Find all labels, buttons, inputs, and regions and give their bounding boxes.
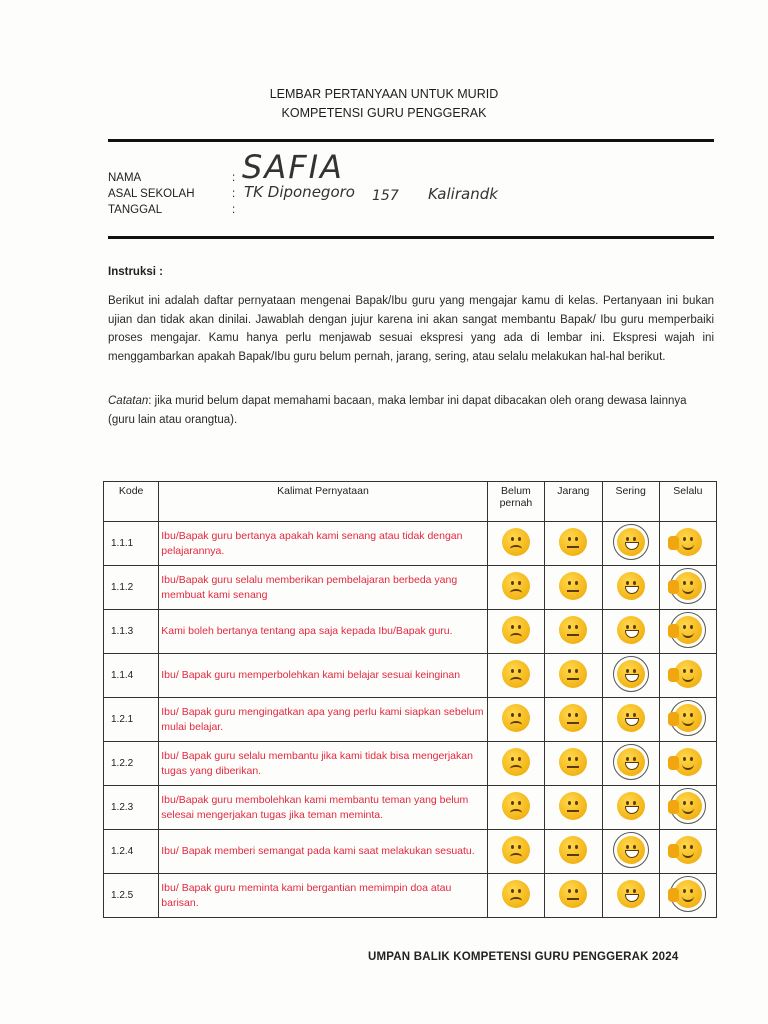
sad-face-icon[interactable]: [502, 836, 530, 864]
smiling-face-icon[interactable]: [617, 572, 645, 600]
answer-cell-belum[interactable]: [487, 786, 544, 830]
header-selalu: Selalu: [659, 482, 716, 522]
title-line-1: LEMBAR PERTANYAAN UNTUK MURID: [269, 87, 499, 101]
selection-circle: [670, 700, 706, 736]
table-row: [104, 786, 717, 830]
row-code: 1.2.5: [104, 874, 159, 918]
answer-cell-jarang[interactable]: [545, 610, 602, 654]
neutral-face-icon[interactable]: [559, 660, 587, 688]
selection-circle: [613, 524, 649, 560]
row-statement: Ibu/ Bapak memberi semangat pada kami saat melakukan sesuatu.: [159, 830, 487, 874]
smiling-face-icon[interactable]: [617, 748, 645, 776]
top-divider: [108, 139, 714, 142]
row-code: 1.2.4: [104, 830, 159, 874]
note-text: : jika murid belum dapat memahami bacaan, maka lembar ini dapat dibacakan oleh orang dewasa lainnya (guru lain atau orangtua).: [108, 395, 687, 426]
answer-cell-jarang[interactable]: [545, 522, 602, 566]
answer-cell-jarang[interactable]: [545, 566, 602, 610]
table-row: [104, 566, 717, 610]
thumbs-up-face-icon[interactable]: [674, 572, 702, 600]
answer-cell-sering[interactable]: [602, 654, 659, 698]
handwritten-school-number: 157: [372, 188, 399, 204]
selection-circle: [613, 744, 649, 780]
answer-cell-jarang[interactable]: [545, 742, 602, 786]
answer-cell-belum[interactable]: [487, 522, 544, 566]
answer-cell-jarang[interactable]: [545, 874, 602, 918]
smiling-face-icon[interactable]: [617, 836, 645, 864]
answer-cell-selalu[interactable]: [659, 566, 716, 610]
neutral-face-icon[interactable]: [559, 792, 587, 820]
smiling-face-icon[interactable]: [617, 792, 645, 820]
handwritten-school: TK Diponegoro: [244, 183, 355, 201]
answer-cell-belum[interactable]: [487, 610, 544, 654]
answer-cell-sering[interactable]: [602, 522, 659, 566]
title-line-2: KOMPETENSI GURU PENGGERAK: [281, 106, 487, 120]
answer-cell-selalu[interactable]: [659, 654, 716, 698]
thumbs-up-face-icon[interactable]: [674, 528, 702, 556]
name-label: NAMA: [108, 172, 142, 184]
neutral-face-icon[interactable]: [559, 616, 587, 644]
answer-cell-selalu[interactable]: [659, 698, 716, 742]
table-row: [104, 654, 717, 698]
bottom-divider: [108, 236, 714, 239]
selection-circle: [670, 876, 706, 912]
thumbs-up-face-icon[interactable]: [674, 836, 702, 864]
answer-cell-sering[interactable]: [602, 830, 659, 874]
thumbs-up-face-icon[interactable]: [674, 880, 702, 908]
questionnaire-table: [103, 481, 717, 918]
instructions-heading: Instruksi :: [108, 266, 163, 278]
neutral-face-icon[interactable]: [559, 528, 587, 556]
row-code: 1.1.3: [104, 610, 159, 654]
answer-cell-selalu[interactable]: [659, 786, 716, 830]
answer-cell-selalu[interactable]: [659, 522, 716, 566]
sad-face-icon[interactable]: [502, 792, 530, 820]
answer-cell-jarang[interactable]: [545, 830, 602, 874]
answer-cell-belum[interactable]: [487, 742, 544, 786]
table-row: [104, 698, 717, 742]
header-belum-pernah: Belum pernah: [487, 482, 544, 522]
row-statement: Ibu/Bapak guru membolehkan kami membantu teman yang belum selesai mengerjakan tugas jika teman meminta.: [159, 786, 487, 830]
sad-face-icon[interactable]: [502, 748, 530, 776]
row-statement: Kami boleh bertanya tentang apa saja kepada Ibu/Bapak guru.: [159, 610, 487, 654]
row-code: 1.1.2: [104, 566, 159, 610]
thumbs-up-face-icon[interactable]: [674, 748, 702, 776]
table-row: [104, 742, 717, 786]
smiling-face-icon[interactable]: [617, 528, 645, 556]
header-sering: Sering: [602, 482, 659, 522]
neutral-face-icon[interactable]: [559, 880, 587, 908]
thumbs-up-face-icon[interactable]: [674, 792, 702, 820]
neutral-face-icon[interactable]: [559, 704, 587, 732]
answer-cell-belum[interactable]: [487, 654, 544, 698]
answer-cell-jarang[interactable]: [545, 786, 602, 830]
instructions-note: [108, 392, 714, 429]
answer-cell-sering[interactable]: [602, 698, 659, 742]
note-label: Catatan: [108, 395, 149, 407]
header-kode: Kode: [104, 482, 159, 522]
answer-cell-belum[interactable]: [487, 830, 544, 874]
answer-cell-sering[interactable]: [602, 786, 659, 830]
answer-cell-belum[interactable]: [487, 874, 544, 918]
sad-face-icon[interactable]: [502, 616, 530, 644]
row-code: 1.2.1: [104, 698, 159, 742]
answer-cell-selalu[interactable]: [659, 830, 716, 874]
document-title: [0, 85, 768, 123]
answer-cell-sering[interactable]: [602, 610, 659, 654]
neutral-face-icon[interactable]: [559, 572, 587, 600]
row-code: 1.1.1: [104, 522, 159, 566]
smiling-face-icon[interactable]: [617, 660, 645, 688]
row-statement: Ibu/Bapak guru selalu memberikan pembelajaran berbeda yang membuat kami senang: [159, 566, 487, 610]
answer-cell-jarang[interactable]: [545, 698, 602, 742]
handwritten-city: Kalirandk: [428, 185, 498, 203]
instructions-body: Berikut ini adalah daftar pernyataan mengenai Bapak/Ibu guru yang mengajar kamu di kelas. Pertanyaan ini bukan ujian dan tidak akan dinilai. Jawablah dengan jujur karena ini akan sangat membantu Bapak/ Ibu guru memperbaiki proses mengajar. Kamu hanya perlu menjawab sesuai ekspresi yang ada di lembar ini. Ekspresi wajah ini menggambarkan apakah Bapak/Ibu guru belum pernah, jarang, sering, atau selalu melakukan hal-hal berikut.: [108, 295, 714, 363]
header-jarang: Jarang: [545, 482, 602, 522]
handwritten-name: SAFIA: [242, 148, 344, 186]
row-code: 1.1.4: [104, 654, 159, 698]
answer-cell-selalu[interactable]: [659, 610, 716, 654]
answer-cell-sering[interactable]: [602, 566, 659, 610]
answer-cell-belum[interactable]: [487, 698, 544, 742]
sad-face-icon[interactable]: [502, 704, 530, 732]
sad-face-icon[interactable]: [502, 528, 530, 556]
table-row: [104, 610, 717, 654]
selection-circle: [670, 612, 706, 648]
selection-circle: [670, 568, 706, 604]
thumbs-up-face-icon[interactable]: [674, 660, 702, 688]
date-label: TANGGAL: [108, 204, 163, 216]
footer-title: UMPAN BALIK KOMPETENSI GURU PENGGERAK 2024: [368, 951, 679, 963]
answer-cell-selalu[interactable]: [659, 742, 716, 786]
table-row: [104, 874, 717, 918]
table-header-row: [104, 482, 717, 522]
neutral-face-icon[interactable]: [559, 836, 587, 864]
row-code: 1.2.3: [104, 786, 159, 830]
selection-circle: [670, 788, 706, 824]
thumbs-up-face-icon[interactable]: [674, 616, 702, 644]
school-label: ASAL SEKOLAH: [108, 188, 195, 200]
table-row: [104, 830, 717, 874]
identity-block: NAMA : ASAL SEKOLAH : TANGGAL :: [108, 172, 236, 216]
smiling-face-icon[interactable]: [617, 880, 645, 908]
sad-face-icon[interactable]: [502, 880, 530, 908]
row-statement: Ibu/ Bapak guru memperbolehkan kami belajar sesuai keinginan: [159, 654, 487, 698]
thumbs-up-face-icon[interactable]: [674, 704, 702, 732]
smiling-face-icon[interactable]: [617, 704, 645, 732]
table-body: [104, 522, 717, 918]
row-statement: Ibu/ Bapak guru meminta kami bergantian memimpin doa atau barisan.: [159, 874, 487, 918]
answer-cell-selalu[interactable]: [659, 874, 716, 918]
smiling-face-icon[interactable]: [617, 616, 645, 644]
answer-cell-jarang[interactable]: [545, 654, 602, 698]
sad-face-icon[interactable]: [502, 572, 530, 600]
row-statement: Ibu/ Bapak guru selalu membantu jika kami tidak bisa mengerjakan tugas yang diberikan.: [159, 742, 487, 786]
row-statement: Ibu/Bapak guru bertanya apakah kami senang atau tidak dengan pelajarannya.: [159, 522, 487, 566]
answer-cell-sering[interactable]: [602, 742, 659, 786]
answer-cell-sering[interactable]: [602, 874, 659, 918]
selection-circle: [613, 656, 649, 692]
answer-cell-belum[interactable]: [487, 566, 544, 610]
header-statement: Kalimat Pernyataan: [159, 482, 487, 522]
sad-face-icon[interactable]: [502, 660, 530, 688]
table-row: [104, 522, 717, 566]
row-code: 1.2.2: [104, 742, 159, 786]
neutral-face-icon[interactable]: [559, 748, 587, 776]
selection-circle: [613, 832, 649, 868]
row-statement: Ibu/ Bapak guru mengingatkan apa yang perlu kami siapkan sebelum mulai belajar.: [159, 698, 487, 742]
